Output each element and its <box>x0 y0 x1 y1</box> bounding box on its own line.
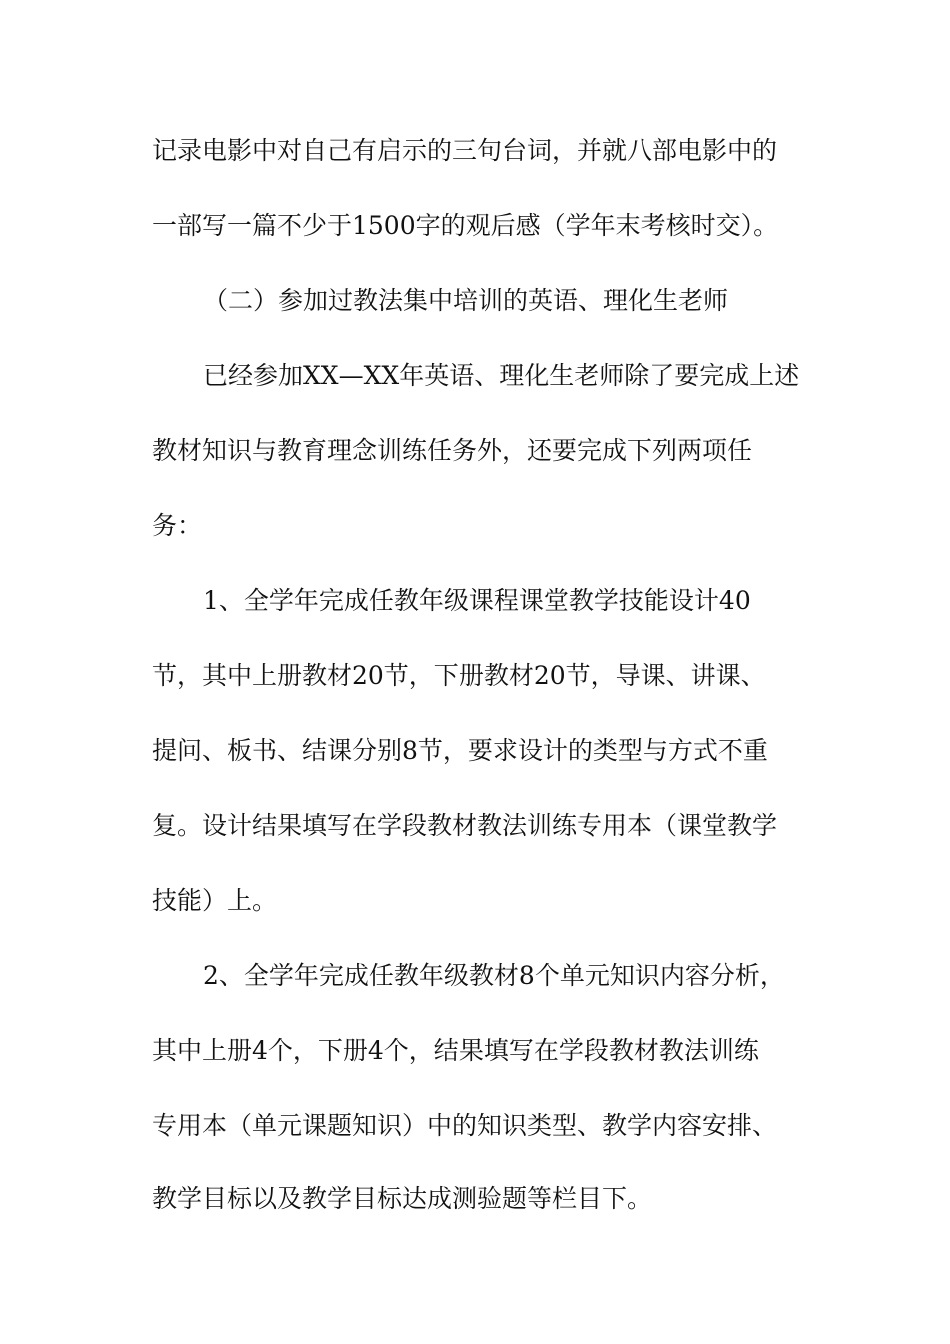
text-line-5: 教材知识与教育理念训练任务外，还要完成下列两项任 <box>152 436 753 465</box>
list-item-1-line-2: 节，其中上册教材20节，下册教材20节，导课、讲课、 <box>152 661 766 690</box>
text-line-6: 务： <box>152 511 203 540</box>
list-item-2-line-3: 专用本（单元课题知识）中的知识类型、教学内容安排、 <box>152 1111 778 1140</box>
text-line-1: 记录电影中对自己有启示的三句台词，并就八部电影中的 <box>152 136 778 165</box>
section-heading: （二）参加过教法集中培训的英语、理化生老师 <box>203 286 729 315</box>
list-item-1-line-3: 提问、板书、结课分别8节，要求设计的类型与方式不重 <box>152 736 768 765</box>
list-item-1-line-5: 技能）上。 <box>152 886 278 915</box>
list-item-2-line-1: 2、全学年完成任教年级教材8个单元知识内容分析， <box>203 961 785 990</box>
list-item-1-line-4: 复。设计结果填写在学段教材教法训练专用本（课堂教学 <box>152 811 778 840</box>
text-line-2: 一部写一篇不少于1500字的观后感（学年末考核时交）。 <box>152 211 779 240</box>
list-item-2-line-2: 其中上册4个，下册4个，结果填写在学段教材教法训练 <box>152 1036 759 1065</box>
list-item-1-line-1: 1、全学年完成任教年级课程课堂教学技能设计40 <box>203 586 751 615</box>
text-line-4: 已经参加XX—XX年英语、理化生老师除了要完成上述 <box>203 361 800 390</box>
list-item-2-line-4: 教学目标以及教学目标达成测验题等栏目下。 <box>152 1184 653 1213</box>
